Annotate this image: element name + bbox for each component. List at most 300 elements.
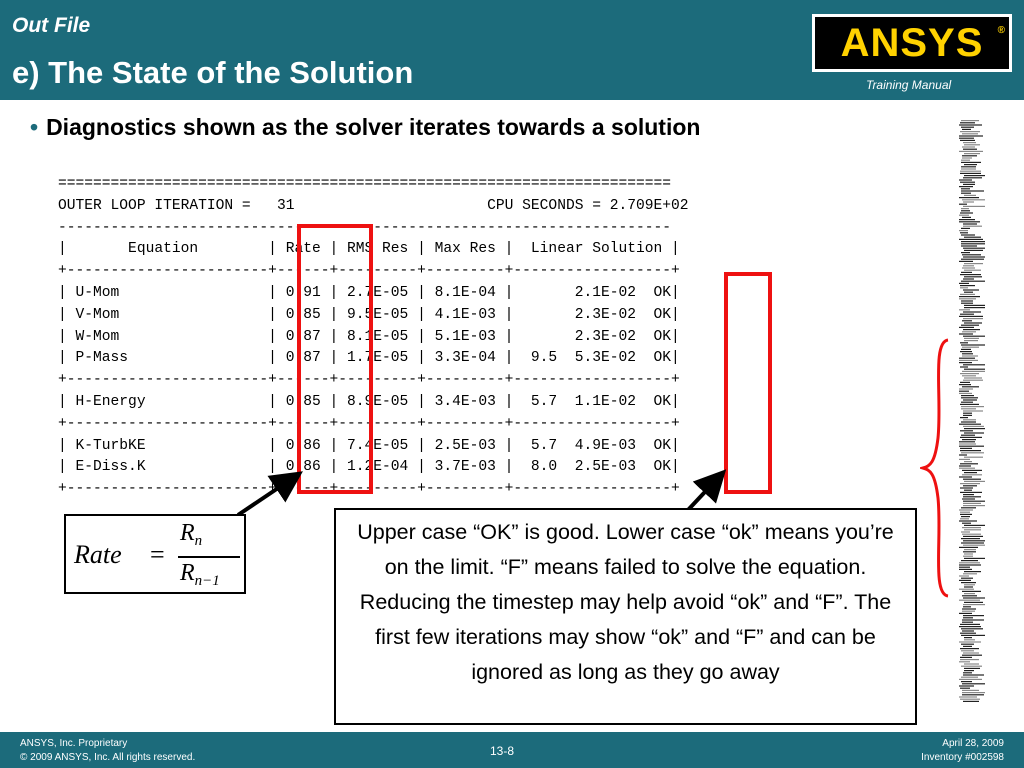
thumbnail-line	[960, 514, 972, 515]
thumbnail-line	[961, 325, 979, 326]
thumbnail-line	[963, 606, 971, 607]
thumbnail-line	[960, 463, 978, 464]
thumbnail-line	[959, 580, 971, 581]
thumbnail-line	[961, 252, 970, 253]
thumbnail-line	[960, 171, 981, 172]
thumbnail-line	[964, 195, 976, 196]
thumbnail-line	[964, 270, 981, 271]
thumbnail-line	[960, 633, 976, 634]
thumbnail-line	[964, 584, 975, 585]
thumbnail-line	[963, 177, 982, 178]
thumbnail-line	[960, 212, 973, 213]
thumbnail-line	[963, 674, 984, 675]
console-line: +-----------------------+------+---------+---------+------------------+	[58, 415, 680, 432]
console-line: +-----------------------+------+---------+---------+------------------+	[58, 263, 680, 280]
section-title: Out File	[12, 14, 91, 37]
footer-proprietary: ANSYS, Inc. Proprietary	[20, 738, 128, 749]
registered-mark: ®	[997, 25, 1006, 36]
thumbnail-line	[961, 210, 970, 211]
thumbnail-line	[960, 173, 981, 174]
thumbnail-line	[959, 215, 969, 216]
thumbnail-line	[963, 399, 977, 400]
thumbnail-line	[960, 657, 972, 658]
thumbnail-line	[959, 661, 970, 662]
thumbnail-line	[963, 545, 985, 546]
numerator-symbol: R	[180, 520, 195, 546]
thumbnail-line	[963, 604, 985, 605]
thumbnail-line	[964, 525, 985, 526]
thumbnail-line	[960, 131, 980, 132]
denominator-symbol: R	[180, 560, 195, 586]
thumbnail-line	[961, 234, 975, 235]
thumbnail-line	[962, 694, 984, 695]
thumbnail-line	[964, 663, 979, 664]
thumbnail-line	[959, 298, 976, 299]
thumbnail-line	[963, 318, 983, 319]
thumbnail-line	[963, 540, 985, 541]
thumbnail-line	[962, 157, 972, 158]
thumbnail-line	[959, 124, 982, 125]
thumbnail-line	[962, 690, 979, 691]
thumbnail-line	[960, 417, 968, 418]
thumbnail-line	[959, 309, 970, 310]
thumbnail-line	[959, 613, 972, 614]
thumbnail-line	[964, 307, 985, 308]
thumbnail-line	[962, 155, 977, 156]
thumbnail-line	[959, 562, 980, 563]
thumbnail-line	[960, 232, 968, 233]
explanation-callout: Upper case “OK” is good. Lower case “ok” means you’re on the limit. “F” means failed to solve the equation. Reducing the timestep may help avoid “ok” and “F”. The first few iterations may show “ok” and “F” and can be ignored as long as they go away	[334, 508, 917, 725]
thumbnail-line	[962, 267, 975, 268]
thumbnail-line	[963, 256, 985, 257]
thumbnail-line	[960, 437, 982, 438]
thumbnail-line	[963, 426, 984, 427]
thumbnail-line	[959, 393, 972, 394]
thumbnail-line	[963, 206, 985, 207]
thumbnail-line	[960, 483, 980, 484]
thumbnail-line	[964, 481, 985, 482]
thumbnail-line	[959, 261, 973, 262]
thumbnail-line	[964, 292, 973, 293]
console-line: OUTER LOOP ITERATION = 31 CPU SECONDS = 2.709E+02	[58, 197, 689, 214]
thumbnail-line	[962, 470, 982, 471]
thumbnail-line	[962, 474, 982, 475]
thumbnail-line	[963, 410, 983, 411]
thumbnail-line	[961, 190, 984, 191]
footer-bar	[0, 732, 1024, 768]
thumbnail-line	[960, 699, 980, 700]
thumbnail-line	[963, 329, 980, 330]
thumbnail-line	[963, 223, 977, 224]
thumbnail-line	[961, 635, 985, 636]
thumbnail-line	[960, 518, 969, 519]
thumbnail-line	[963, 496, 981, 497]
thumbnail-line	[964, 322, 982, 323]
thumbnail-line	[960, 624, 980, 625]
thumbnail-line	[964, 461, 972, 462]
thumbnail-line	[959, 239, 983, 240]
slide-title: e) The State of the Solution	[12, 55, 414, 90]
thumbnail-line	[964, 553, 973, 554]
thumbnail-line	[962, 692, 985, 693]
thumbnail-line	[963, 311, 981, 312]
thumbnail-line	[961, 402, 973, 403]
thumbnail-line	[963, 265, 974, 266]
thumbnail-line	[961, 166, 976, 167]
thumbnail-line	[960, 373, 979, 374]
thumbnail-line	[964, 529, 981, 530]
thumbnail-line	[960, 351, 972, 352]
thumbnail-line	[962, 611, 975, 612]
thumbnail-line	[959, 468, 975, 469]
thumbnail-line	[963, 701, 979, 702]
thumbnail-line	[960, 122, 975, 123]
thumbnail-line	[961, 644, 974, 645]
thumbnail-line	[960, 382, 970, 383]
thumbnail-line	[959, 221, 980, 222]
thumbnail-line	[963, 364, 985, 365]
thumbnail-line	[962, 630, 974, 631]
thumbnail-line	[963, 551, 976, 552]
thumbnail-line	[964, 338, 979, 339]
thumbnail-line	[964, 639, 975, 640]
thumbnail-line	[964, 490, 972, 491]
thumbnail-line	[964, 637, 972, 638]
thumbnail-line	[959, 441, 975, 442]
thumbnail-line	[963, 336, 985, 337]
thumbnail-line	[961, 421, 976, 422]
numerator-subscript: n	[194, 533, 203, 549]
thumbnail-line	[961, 435, 975, 436]
thumbnail-line	[962, 439, 976, 440]
thumbnail-line	[962, 146, 975, 147]
thumbnail-line	[962, 619, 984, 620]
thumbnail-line	[962, 133, 978, 134]
thumbnail-line	[960, 342, 968, 343]
thumbnail-line	[959, 230, 968, 231]
thumbnail-line	[964, 250, 983, 251]
thumbnail-line	[960, 688, 970, 689]
thumbnail-line	[963, 501, 985, 502]
thumbnail-line	[963, 142, 976, 143]
thumbnail-line	[959, 520, 977, 521]
thumbnail-line	[964, 377, 982, 378]
thumbnail-line	[962, 355, 978, 356]
thumbnail-line	[959, 564, 981, 565]
thumbnail-line	[963, 485, 977, 486]
footer-date: April 28, 2009	[942, 738, 1004, 749]
thumbnail-line	[961, 650, 974, 651]
thumbnail-line	[962, 199, 985, 200]
thumbnail-line	[961, 349, 971, 350]
thumbnail-line	[959, 151, 983, 152]
thumbnail-line	[962, 371, 985, 372]
rate-formula	[64, 514, 246, 594]
thumbnail-line	[960, 294, 975, 295]
thumbnail-line	[963, 494, 974, 495]
thumbnail-line	[963, 248, 985, 249]
thumbnail-line	[961, 408, 976, 409]
thumbnail-line	[964, 593, 975, 594]
thumbnail-line	[959, 219, 975, 220]
thumbnail-line	[964, 670, 974, 671]
thumbnail-line	[963, 503, 981, 504]
thumbnail-line	[961, 120, 979, 121]
console-line: ----------------------------------------------------------------------	[58, 219, 672, 236]
thumbnail-line	[963, 226, 982, 227]
footer-copyright: © 2009 ANSYS, Inc. All rights reserved.	[20, 752, 196, 763]
thumbnail-line	[960, 140, 975, 141]
thumbnail-line	[964, 305, 985, 306]
thumbnail-line	[959, 567, 970, 568]
thumbnail-line	[959, 589, 974, 590]
thumbnail-line	[961, 628, 983, 629]
thumbnail-line	[959, 296, 980, 297]
thumbnail-line	[962, 353, 973, 354]
thumbnail-line	[962, 498, 975, 499]
fraction-bar	[178, 556, 240, 558]
thumbnail-line	[963, 201, 974, 202]
thumbnail-line	[959, 509, 973, 510]
thumbnail-line	[959, 476, 972, 477]
thumbnail-line	[959, 327, 974, 328]
thumbnail-line	[963, 415, 972, 416]
thumbnail-line	[963, 646, 972, 647]
thumbnail-line	[960, 182, 975, 183]
thumbnail-line	[959, 443, 976, 444]
thumbnail-line	[960, 314, 974, 315]
thumbnail-line	[964, 668, 980, 669]
thumbnail-line	[964, 263, 983, 264]
thumbnail-line	[963, 278, 974, 279]
thumbnail-line	[962, 527, 981, 528]
thumbnail-line	[962, 591, 981, 592]
logo-text: ANSYS	[840, 21, 984, 65]
thumbnail-line	[959, 333, 973, 334]
thumbnail-line	[963, 419, 976, 420]
thumbnail-line	[964, 340, 978, 341]
console-line: | U-Mom | 0.91 | 2.7E-05 | 8.1E-04 | 2.1E-02 OK|	[58, 284, 680, 301]
thumbnail-line	[961, 188, 970, 189]
thumbnail-line	[961, 681, 972, 682]
console-line: | V-Mom | 0.85 | 9.5E-05 | 4.1E-03 | 2.3E-02 OK|	[58, 306, 680, 323]
console-line: | P-Mass | 0.87 | 1.7E-05 | 3.3E-04 | 9.5 5.3E-02 OK|	[58, 350, 680, 367]
thumbnail-line	[964, 153, 980, 154]
training-manual-label: Training Manual	[866, 78, 952, 92]
thumbnail-line	[963, 617, 973, 618]
thumbnail-line	[959, 424, 981, 425]
thumbnail-line	[961, 538, 980, 539]
output-thumbnail	[957, 118, 987, 706]
thumbnail-line	[961, 516, 970, 517]
console-line: | Equation | Rate | RMS Res | Max Res | Linear Solution |	[58, 241, 680, 258]
thumbnail-line	[961, 582, 976, 583]
console-line: | K-TurbKE | 0.86 | 7.4E-05 | 2.5E-03 | 5.7 4.9E-03 OK|	[58, 437, 680, 454]
thumbnail-line	[961, 303, 973, 304]
thumbnail-line	[959, 204, 967, 205]
thumbnail-line	[961, 560, 978, 561]
thumbnail-line	[961, 160, 970, 161]
thumbnail-line	[959, 454, 967, 455]
thumbnail-line	[964, 164, 977, 165]
thumbnail-line	[963, 149, 977, 150]
thumbnail-line	[961, 193, 971, 194]
thumbnail-line	[963, 573, 977, 574]
thumbnail-line	[959, 641, 981, 642]
curly-brace-icon	[920, 338, 954, 598]
thumbnail-line	[962, 608, 976, 609]
thumbnail-line	[959, 362, 972, 363]
thumbnail-line	[959, 696, 977, 697]
thumbnail-line	[961, 127, 974, 128]
thumbnail-line	[962, 386, 979, 387]
thumbnail-line	[961, 578, 973, 579]
thumbnail-line	[962, 523, 971, 524]
formula-lhs: Rate	[74, 540, 122, 569]
bullet-text: Diagnostics shown as the solver iterates towards a solution	[46, 114, 701, 140]
thumbnail-line	[962, 217, 971, 218]
thumbnail-line	[964, 549, 976, 550]
thumbnail-line	[959, 197, 979, 198]
console-line: +-----------------------+------+---------+---------+------------------+	[58, 481, 680, 498]
thumbnail-line	[960, 430, 973, 431]
thumbnail-line	[961, 344, 985, 345]
thumbnail-line	[961, 395, 974, 396]
thumbnail-line	[961, 228, 970, 229]
thumbnail-line	[960, 285, 975, 286]
thumbnail-line	[959, 316, 983, 317]
thumbnail-line	[959, 179, 972, 180]
thumbnail-line	[961, 245, 977, 246]
thumbnail-line	[960, 648, 979, 649]
thumbnail-line	[961, 677, 978, 678]
thumbnail-line	[959, 600, 980, 601]
thumbnail-line	[960, 492, 982, 493]
console-line: | E-Diss.K | 0.86 | 1.2E-04 | 3.7E-03 | 8.0 2.5E-03 OK|	[58, 459, 680, 476]
thumbnail-line	[960, 512, 970, 513]
thumbnail-line	[964, 602, 983, 603]
thumbnail-line	[959, 388, 973, 389]
thumbnail-line	[961, 531, 970, 532]
thumbnail-line	[959, 685, 974, 686]
thumbnail-line	[961, 272, 972, 273]
thumbnail-line	[964, 558, 985, 559]
thumbnail-line	[963, 505, 985, 506]
thumbnail-line	[962, 655, 982, 656]
thumbnail-line	[963, 479, 981, 480]
thumbnail-line	[964, 586, 973, 587]
formula-denominator	[180, 560, 220, 590]
thumbnail-line	[961, 281, 985, 282]
thumbnail-line	[960, 287, 968, 288]
thumbnail-line	[964, 571, 981, 572]
thumbnail-line	[962, 254, 981, 255]
thumbnail-line	[961, 542, 984, 543]
thumbnail-line	[959, 459, 970, 460]
thumbnail-line	[961, 259, 984, 260]
thumbnail-line	[959, 384, 971, 385]
thumbnail-line	[959, 138, 974, 139]
page-number: 13-8	[490, 744, 515, 758]
thumbnail-line	[963, 413, 972, 414]
thumbnail-line	[961, 406, 984, 407]
arrow-to-status	[688, 478, 718, 510]
thumbnail-line	[964, 428, 985, 429]
thumbnail-line	[963, 184, 975, 185]
thumbnail-line	[962, 129, 971, 130]
thumbnail-line	[959, 358, 975, 359]
thumbnail-line	[962, 320, 972, 321]
thumbnail-line	[963, 597, 985, 598]
thumbnail-line	[960, 404, 979, 405]
formula-numerator	[180, 520, 202, 550]
thumbnail-line	[959, 626, 981, 627]
thumbnail-line	[962, 331, 976, 332]
thumbnail-line	[959, 283, 969, 284]
thumbnail-line	[961, 168, 976, 169]
arrow-to-rate	[238, 478, 293, 515]
console-line: +-----------------------+------+---------+---------+------------------+	[58, 372, 680, 389]
thumbnail-line	[964, 432, 984, 433]
thumbnail-line	[959, 360, 978, 361]
thumbnail-line	[960, 274, 981, 275]
thumbnail-line	[960, 448, 972, 449]
thumbnail-line	[961, 507, 976, 508]
thumbnail-line	[961, 241, 985, 242]
thumbnail-line	[959, 135, 983, 136]
thumbnail-line	[963, 556, 973, 557]
thumbnail-line	[959, 391, 969, 392]
thumbnail-line	[964, 276, 982, 277]
bullet-icon: •	[30, 114, 39, 140]
thumbnail-line	[964, 472, 977, 473]
thumbnail-line	[960, 487, 973, 488]
thumbnail-line	[963, 615, 984, 616]
thumbnail-line	[962, 347, 979, 348]
thumbnail-line	[962, 375, 976, 376]
thumbnail-line	[961, 208, 969, 209]
thumbnail-line	[961, 666, 982, 667]
thumbnail-line	[959, 446, 984, 447]
thumbnail-line	[961, 397, 978, 398]
denominator-subscript: n−1	[194, 573, 220, 589]
thumbnail-line	[963, 289, 979, 290]
thumbnail-line	[960, 659, 979, 660]
console-line: | H-Energy | 0.85 | 8.9E-05 | 3.4E-03 | 5.7 1.1E-02 OK|	[58, 393, 680, 410]
thumbnail-line	[964, 144, 980, 145]
footer-inventory: Inventory #002598	[921, 752, 1004, 763]
thumbnail-line	[964, 457, 983, 458]
thumbnail-line	[964, 369, 985, 370]
thumbnail-line	[959, 186, 973, 187]
thumbnail-line	[960, 450, 981, 451]
thumbnail-line	[962, 595, 977, 596]
console-line: | W-Mom | 0.87 | 8.1E-05 | 5.1E-03 | 2.3E-02 OK|	[58, 328, 680, 345]
thumbnail-line	[964, 175, 985, 176]
thumbnail-line	[961, 452, 984, 453]
thumbnail-line	[960, 366, 968, 367]
thumbnail-line	[959, 465, 971, 466]
thumbnail-line	[959, 679, 982, 680]
thumbnail-line	[962, 534, 981, 535]
thumbnail-line	[963, 672, 972, 673]
thumbnail-line	[961, 162, 981, 163]
formula-equals: =	[150, 540, 165, 569]
thumbnail-line	[963, 380, 983, 381]
thumbnail-line	[959, 575, 969, 576]
thumbnail-line	[963, 652, 979, 653]
console-line: ======================================================================	[58, 176, 672, 192]
